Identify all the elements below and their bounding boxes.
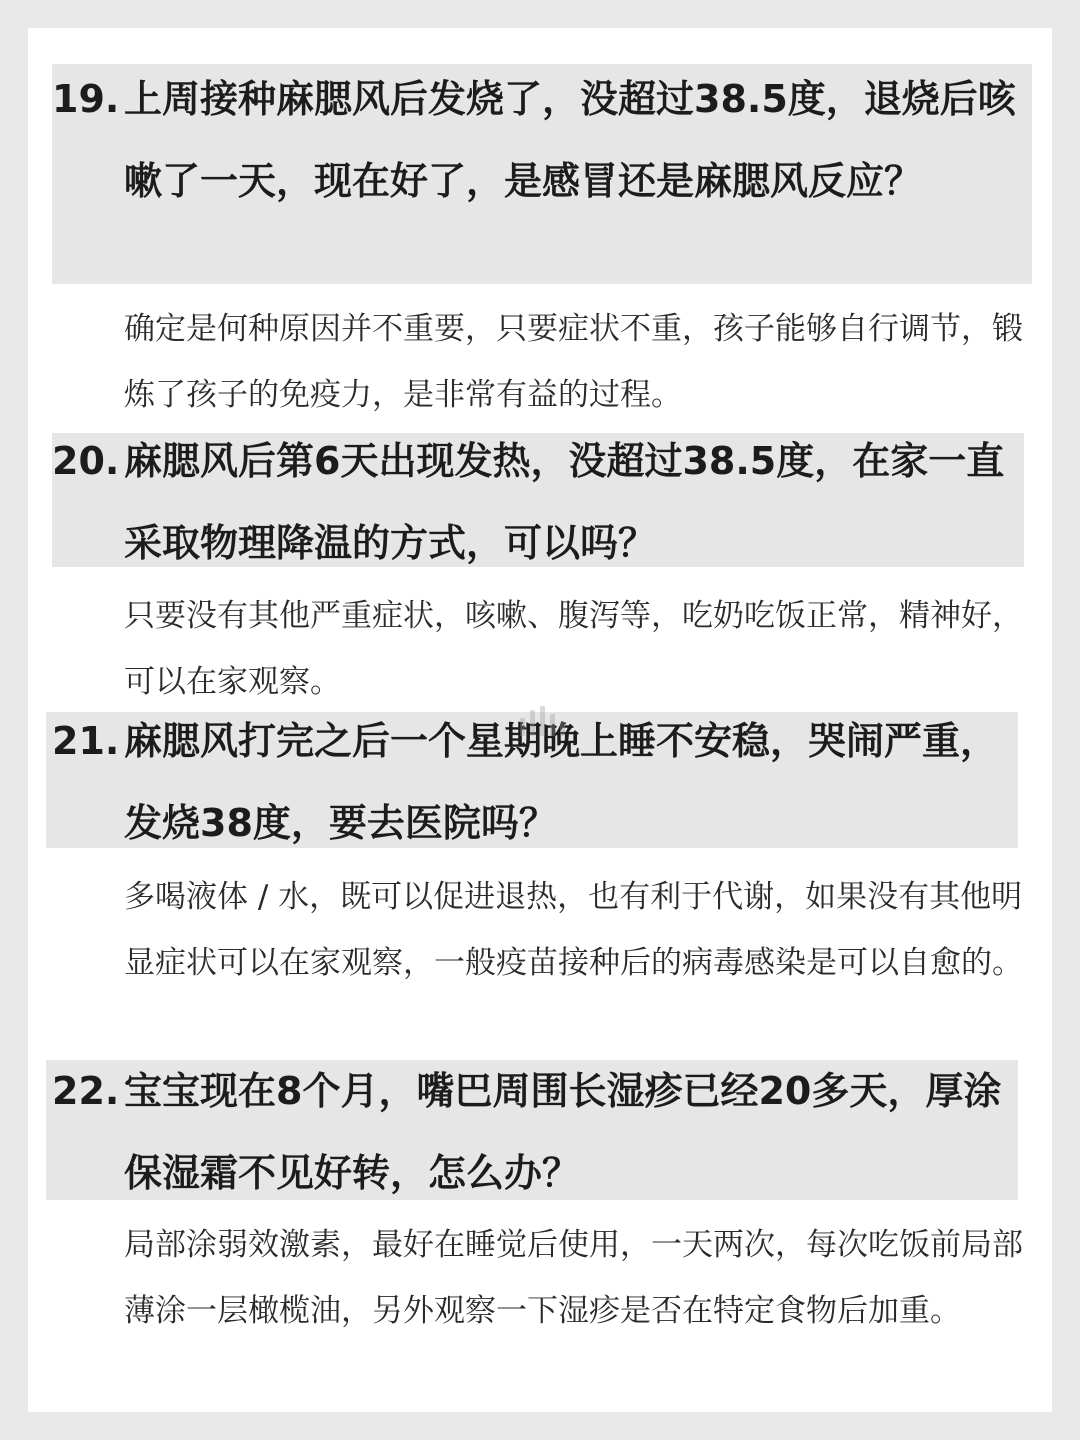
answer-text: 只要没有其他严重症状，咳嗽、腹泻等，吃奶吃饭正常，精神好，可以在家观察。 bbox=[124, 598, 1023, 700]
question-number: 19. bbox=[52, 77, 120, 121]
question-text: 上周接种麻腮风后发烧了，没超过38.5度，退烧后咳嗽了一天，现在好了，是感冒还是麻腮风反应？ bbox=[124, 77, 1016, 203]
question-number: 21. bbox=[52, 719, 120, 763]
question-text: 麻腮风后第6天出现发热，没超过38.5度，在家一直采取物理降温的方式，可以吗？ bbox=[124, 439, 1005, 565]
question-number: 22. bbox=[52, 1069, 120, 1113]
watermark-icon bbox=[516, 706, 576, 736]
question-text: 宝宝现在8个月，嘴巴周围长湿疹已经20多天，厚涂保湿霜不见好转，怎么办？ bbox=[124, 1069, 1002, 1195]
answer-text: 确定是何种原因并不重要，只要症状不重，孩子能够自行调节，锻炼了孩子的免疫力，是非常有益的过程。 bbox=[124, 311, 1023, 413]
answer-text: 多喝液体 / 水，既可以促进退热，也有利于代谢，如果没有其他明显症状可以在家观察，一般疫苗接种后的病毒感染是可以自愈的。 bbox=[124, 879, 1023, 981]
question-number: 20. bbox=[52, 439, 120, 483]
content-card bbox=[28, 28, 1052, 1412]
question-text: 麻腮风打完之后一个星期晚上睡不安稳，哭闹严重，发烧38度，要去医院吗？ bbox=[124, 719, 999, 845]
answer-text: 局部涂弱效激素，最好在睡觉后使用，一天两次，每次吃饭前局部薄涂一层橄榄油，另外观察一下湿疹是否在特定食物后加重。 bbox=[124, 1227, 1023, 1329]
